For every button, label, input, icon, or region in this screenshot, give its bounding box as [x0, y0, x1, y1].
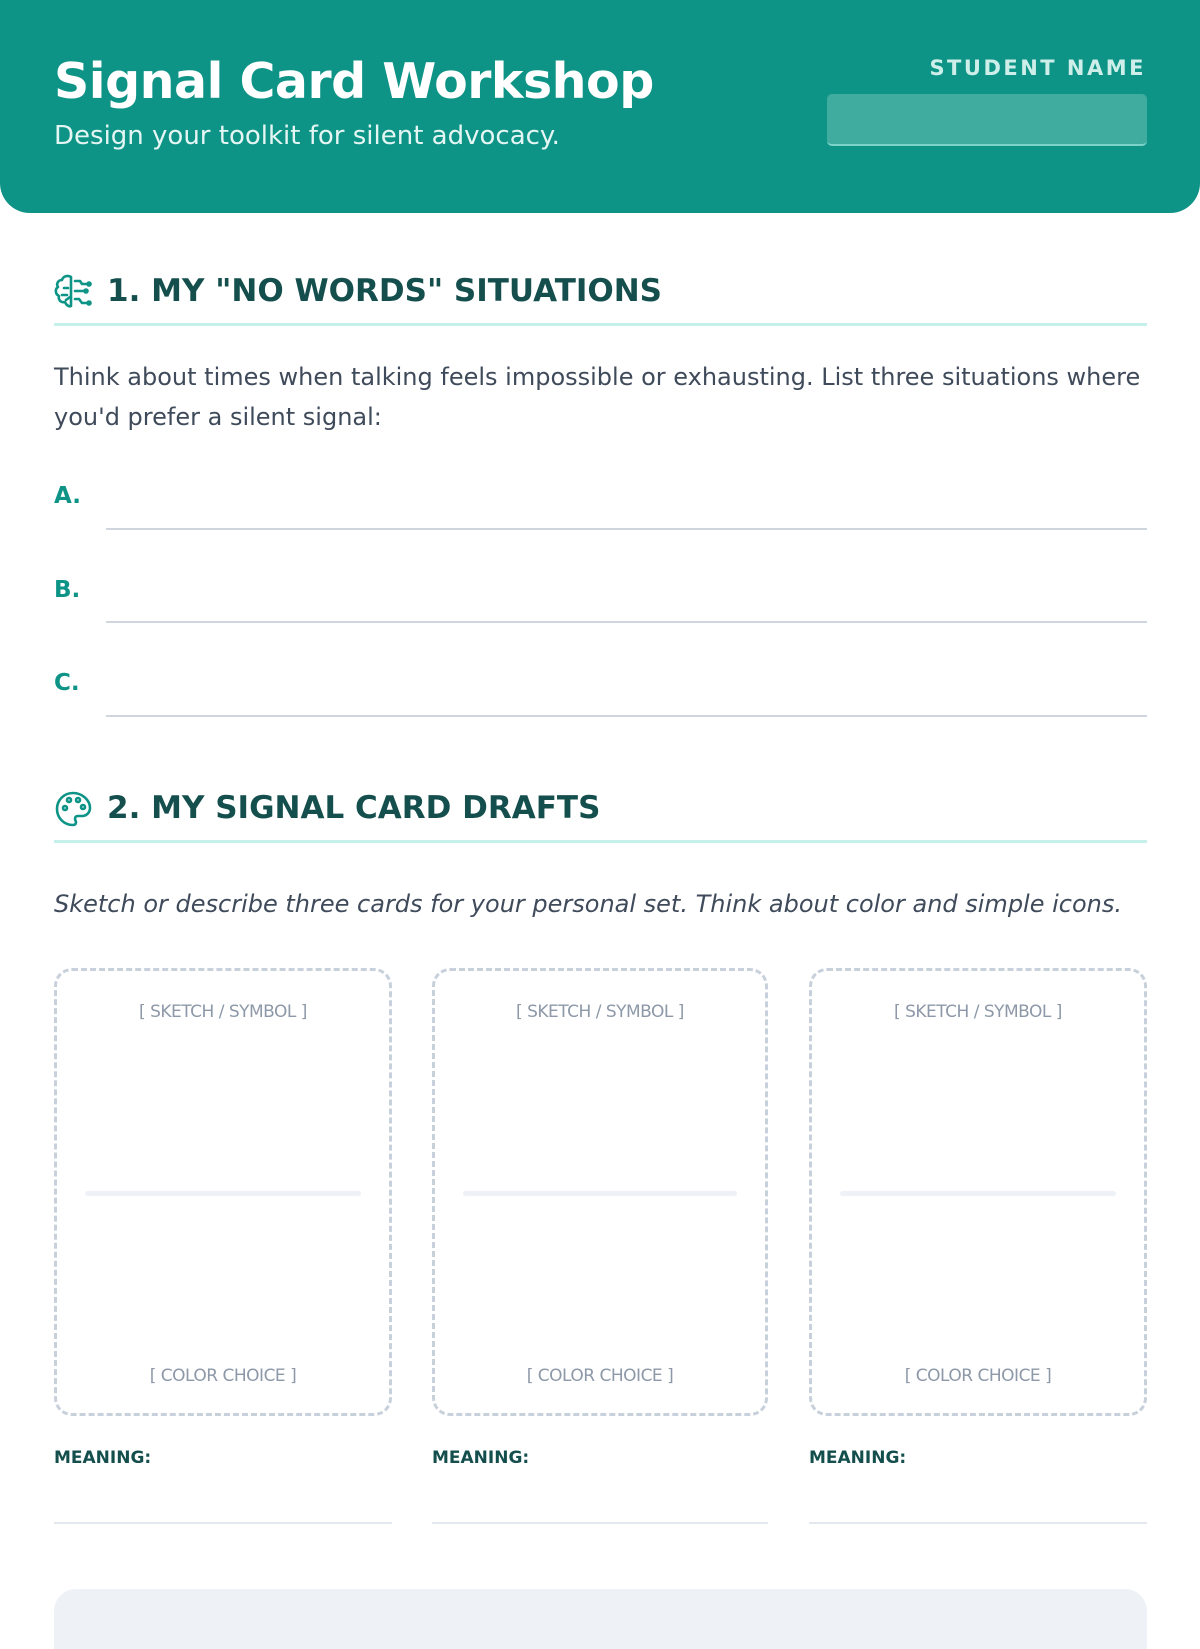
- student-name-field[interactable]: [827, 94, 1147, 146]
- meaning-line[interactable]: [54, 1522, 392, 1524]
- situation-a-line[interactable]: [106, 528, 1147, 530]
- card-divider: [463, 1191, 737, 1196]
- card-divider: [85, 1191, 361, 1196]
- sketch-symbol-label: [ SKETCH / SYMBOL ]: [139, 1002, 307, 1022]
- sketch-symbol-label: [ SKETCH / SYMBOL ]: [894, 1002, 1062, 1022]
- next-section-panel: [54, 1589, 1147, 1649]
- section-2-instructions: Sketch or describe three cards for your personal set. Think about color and simple icons.: [54, 890, 1122, 918]
- section-2-heading: [54, 780, 1147, 843]
- situation-c-line[interactable]: [106, 715, 1147, 717]
- section-1-instructions: Think about times when talking feels impossible or exhausting. List three situations where you'd prefer a silent signal:: [54, 363, 1141, 431]
- color-choice-label: [ COLOR CHOICE ]: [149, 1366, 297, 1386]
- section-1-heading: [54, 263, 1147, 326]
- section-2-title: 2. MY SIGNAL CARD DRAFTS: [107, 790, 601, 826]
- signal-card-draft[interactable]: [809, 968, 1147, 1416]
- section-1-title: 1. MY "NO WORDS" SITUATIONS: [107, 273, 663, 309]
- card-divider: [840, 1191, 1116, 1196]
- page-subtitle: Design your toolkit for silent advocacy.: [54, 121, 560, 151]
- brain-icon: [54, 273, 92, 313]
- signal-card-draft[interactable]: [432, 968, 768, 1416]
- meaning-line[interactable]: [432, 1522, 768, 1524]
- color-choice-label: [ COLOR CHOICE ]: [526, 1366, 674, 1386]
- worksheet-header: [0, 0, 1200, 213]
- situation-a-label: A.: [54, 483, 81, 509]
- situation-b-label: B.: [54, 577, 81, 603]
- meaning-label: MEANING:: [432, 1448, 530, 1468]
- meaning-line[interactable]: [809, 1522, 1147, 1524]
- sketch-symbol-label: [ SKETCH / SYMBOL ]: [516, 1002, 684, 1022]
- meaning-label: MEANING:: [809, 1448, 907, 1468]
- page-title: Signal Card Workshop: [54, 53, 654, 110]
- situation-b-line[interactable]: [106, 621, 1147, 623]
- meaning-label: MEANING:: [54, 1448, 152, 1468]
- situation-c-label: C.: [54, 670, 80, 696]
- signal-card-draft[interactable]: [54, 968, 392, 1416]
- color-choice-label: [ COLOR CHOICE ]: [904, 1366, 1052, 1386]
- palette-icon: [54, 790, 92, 828]
- student-name-label: STUDENT NAME: [929, 56, 1146, 80]
